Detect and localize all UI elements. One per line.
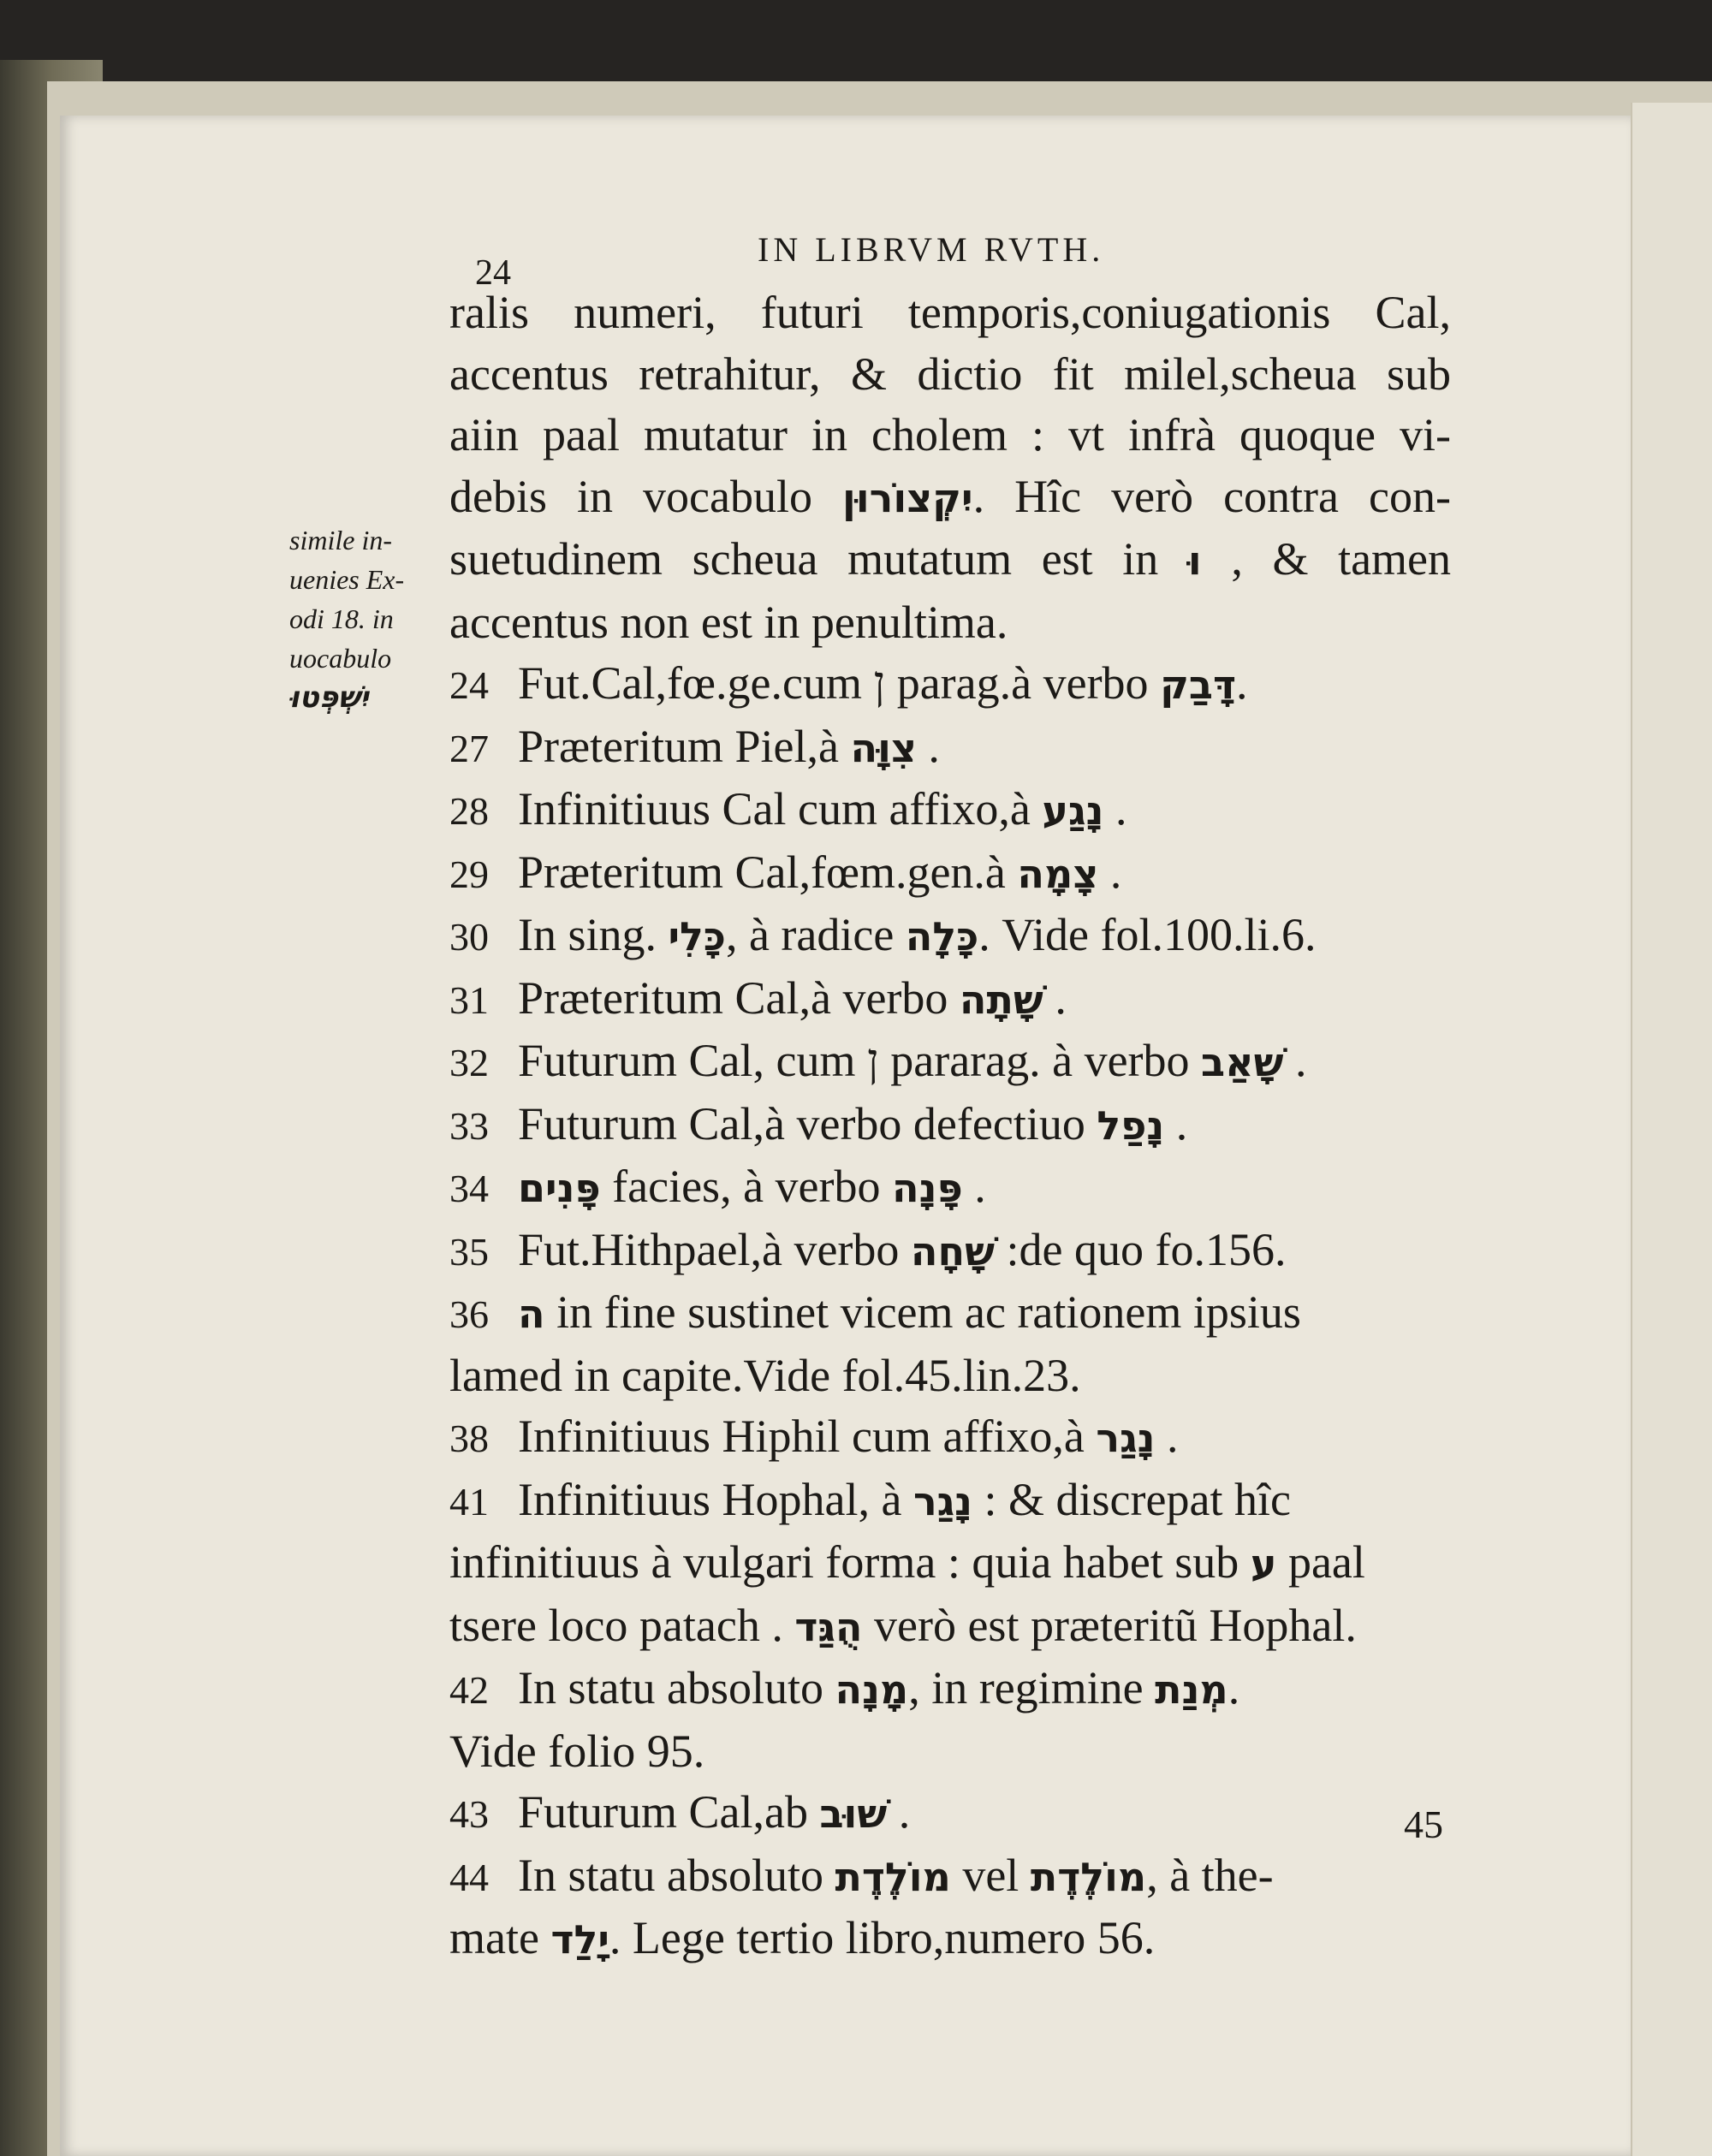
note-entry: 35 Fut.Hithpael,à verbo שָׁחָה :de quo fo.156. <box>449 1223 1287 1275</box>
page-number: 24 <box>475 253 511 293</box>
text-line: accentus non est in penultima. <box>449 596 1008 648</box>
note-entry: 34 פָּנִים facies, à verbo פָּנָה . <box>449 1161 986 1212</box>
note-entry: 44 In statu absoluto מוֹלֶדֶת vel מוֹלֶדֶת, à the- <box>449 1849 1274 1901</box>
note-entry: 32 Futurum Cal, cum ן pararag. à verbo שָׁאַב . <box>449 1035 1307 1086</box>
text-line: debis in vocabulo יִקְצוֹרוּן. Hîc verò contra con- <box>449 470 1451 522</box>
note-entry: 41 Infinitiuus Hophal, à נָגַר : & discrepat hîc <box>449 1473 1291 1525</box>
margin-note-line: uocabulo <box>289 643 392 674</box>
catchword: 45 <box>1404 1803 1443 1846</box>
note-entry: 24 Fut.Cal,fœ.ge.cum ן parag.à verbo דָּבַק. <box>449 657 1248 709</box>
note-entry: 43 Futurum Cal,ab שׁוּב . <box>449 1786 911 1838</box>
text-line: accentus retrahitur, & dictio fit milel,scheua sub <box>449 347 1451 400</box>
facing-page-edge <box>1631 103 1712 2156</box>
margin-note-line: odi 18. in <box>289 603 394 634</box>
note-entry: 33 Futurum Cal,à verbo defectiuo נָפַל . <box>449 1097 1188 1149</box>
note-entry: 29 Præteritum Cal,fœm.gen.à צָמָה . <box>449 846 1122 898</box>
text-line: ralis numeri, futuri temporis,coniugationis Cal, <box>449 287 1451 338</box>
note-entry: 42 In statu absoluto מָנָה, in regimine מְנַת. <box>449 1662 1240 1714</box>
text-line: suetudinem scheua mutatum est in וּ , & tamen <box>449 533 1452 585</box>
note-entry-continuation: mate יָלַד. Lege tertio libro,numero 56. <box>449 1912 1156 1963</box>
note-entry: 36 ה in fine sustinet vicem ac rationem ipsius <box>449 1286 1301 1338</box>
note-entry-continuation: lamed in capite.Vide fol.45.lin.23. <box>449 1349 1081 1401</box>
margin-note <box>289 520 452 717</box>
running-head: IN LIBRVM RVTH. <box>758 230 1105 269</box>
note-entry: 27 Præteritum Piel,à צִוָּה . <box>449 720 940 772</box>
note-entry: 38 Infinitiuus Hiphil cum affixo,à נָגַר . <box>449 1411 1179 1462</box>
main-text-block <box>449 282 1451 1971</box>
note-entry: 28 Infinitiuus Cal cum affixo,à נָגַע . <box>449 783 1127 834</box>
note-entry-continuation: Vide folio 95. <box>449 1725 705 1777</box>
note-entry: 31 Præteritum Cal,à verbo שָׁתָה . <box>449 971 1067 1024</box>
note-entry-continuation: infinitiuus à vulgari forma : quia habet sub ע paal <box>449 1536 1365 1588</box>
margin-note-hebrew: יִשְׁפְּטוּ <box>289 680 369 715</box>
margin-note-line: simile in- <box>289 525 392 555</box>
note-entry-continuation: tsere loco patach . הֻגַּד verò est præteritũ Hophal. <box>449 1599 1357 1651</box>
margin-note-line: uenies Ex- <box>289 564 405 595</box>
note-entry: 30 In sing. כָּלִי, à radice כָּלָה. Vide fol.100.li.6. <box>449 909 1317 960</box>
text-line: aiin paal mutatur in cholem : vt infrà quoque vi- <box>449 409 1451 460</box>
